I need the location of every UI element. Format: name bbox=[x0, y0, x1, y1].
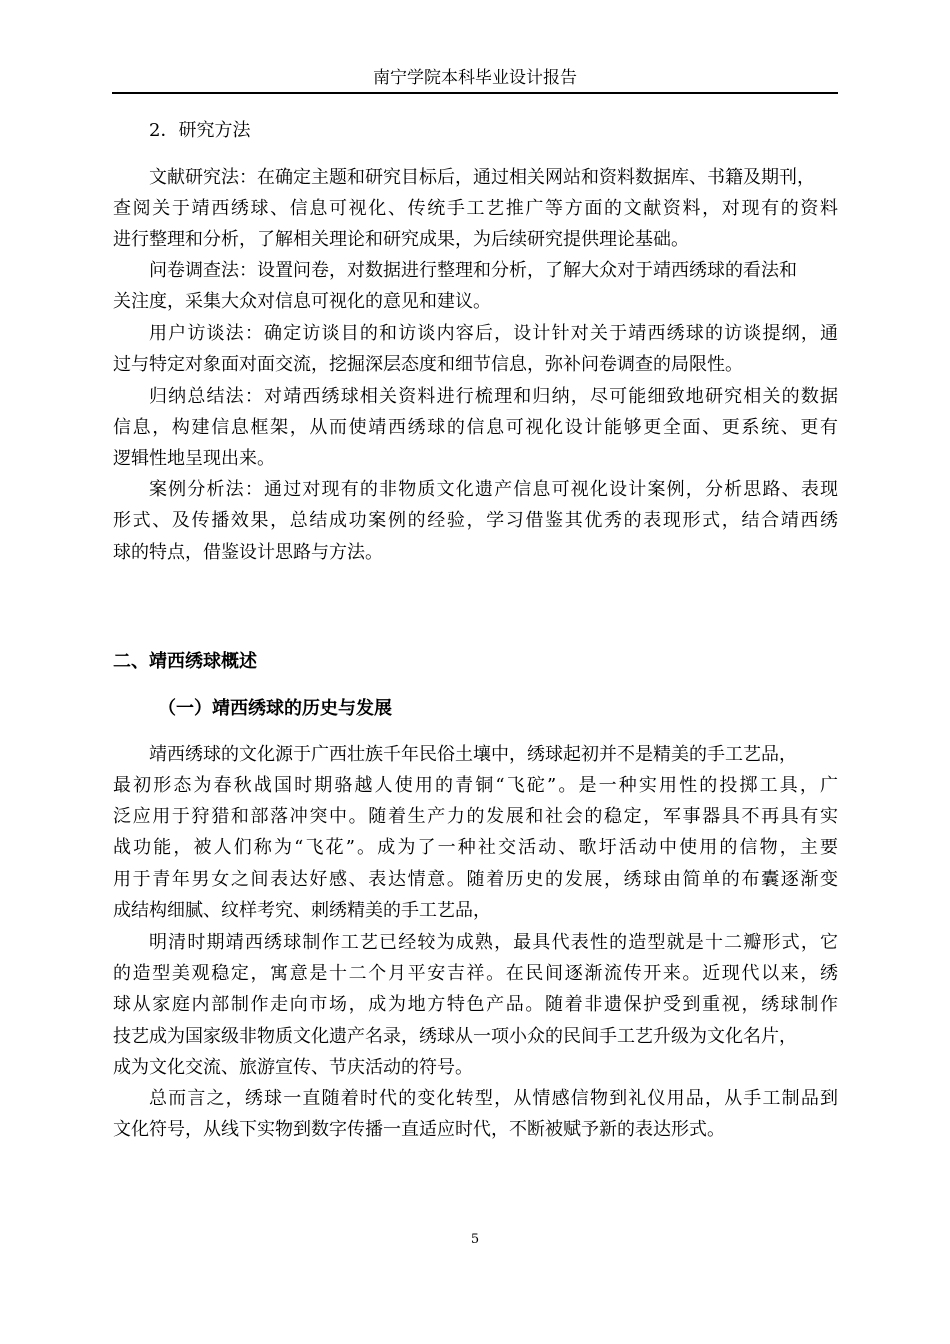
paragraph-line: 用于青年男女之间表达好感、表达情意。随着历史的发展，绣球由简单的布囊逐渐变 bbox=[113, 869, 838, 890]
paragraph-line: 信息，构建信息框架，从而使靖西绣球的信息可视化设计能够更全面、更系统、更有 bbox=[113, 417, 838, 438]
paragraph-line: 明清时期靖西绣球制作工艺已经较为成熟，最具代表性的造型就是十二瓣形式，它 bbox=[149, 932, 838, 953]
page-number: 5 bbox=[470, 1232, 480, 1247]
paragraph-line: 的造型美观稳定，寓意是十二个月平安吉祥。在民间逐渐流传开来。近现代以来，绣 bbox=[113, 963, 838, 984]
paragraph-line: 形式、及传播效果，总结成功案例的经验，学习借鉴其优秀的表现形式，结合靖西绣 bbox=[113, 510, 838, 531]
paragraph-line: 总而言之，绣球一直随着时代的变化转型，从情感信物到礼仪用品，从手工制品到 bbox=[149, 1088, 838, 1109]
paragraph-line: 文献研究法：在确定主题和研究目标后，通过相关网站和资料数据库、书籍及期刊， bbox=[149, 167, 815, 188]
subsection-heading: （一）靖西绣球的历史与发展 bbox=[158, 698, 392, 719]
paragraph-line: 最初形态为春秋战国时期骆越人使用的青铜“飞砣”。是一种实用性的投掷工具，广 bbox=[113, 775, 838, 796]
paragraph-line: 文化符号，从线下实物到数字传播一直适应时代，不断被赋予新的表达形式。 bbox=[113, 1119, 725, 1140]
paragraph-line: 技艺成为国家级非物质文化遗产名录，绣球从一项小众的民间手工艺升级为文化名片， bbox=[113, 1026, 797, 1047]
page-header-title: 南宁学院本科毕业设计报告 bbox=[373, 68, 577, 88]
paragraph-line: 球的特点，借鉴设计思路与方法。 bbox=[113, 542, 383, 563]
paragraph-line: 进行整理和分析，了解相关理论和研究成果，为后续研究提供理论基础。 bbox=[113, 229, 689, 250]
subheading-research-methods: 2．研究方法 bbox=[149, 120, 251, 141]
paragraph-line: 问卷调查法：设置问卷，对数据进行整理和分析，了解大众对于靖西绣球的看法和 bbox=[149, 260, 797, 281]
header-rule bbox=[112, 92, 838, 94]
paragraph-line: 归纳总结法：对靖西绣球相关资料进行梳理和归纳，尽可能细致地研究相关的数据 bbox=[149, 386, 838, 407]
paragraph-line: 关注度，采集大众对信息可视化的意见和建议。 bbox=[113, 291, 491, 312]
paragraph-line: 靖西绣球的文化源于广西壮族千年民俗土壤中，绣球起初并不是精美的手工艺品， bbox=[149, 744, 797, 765]
paragraph-line: 球从家庭内部制作走向市场，成为地方特色产品。随着非遗保护受到重视，绣球制作 bbox=[113, 994, 838, 1015]
paragraph-line: 成结构细腻、纹样考究、刺绣精美的手工艺品， bbox=[113, 900, 491, 921]
paragraph-line: 泛应用于狩猎和部落冲突中。随着生产力的发展和社会的稳定，军事器具不再具有实 bbox=[113, 806, 838, 827]
paragraph-line: 逻辑性地呈现出来。 bbox=[113, 448, 275, 469]
paragraph-line: 战功能，被人们称为“飞花”。成为了一种社交活动、歌圩活动中使用的信物，主要 bbox=[113, 837, 838, 858]
paragraph-line: 查阅关于靖西绣球、信息可视化、传统手工艺推广等方面的文献资料，对现有的资料 bbox=[113, 198, 838, 219]
paragraph-line: 过与特定对象面对面交流，挖掘深层态度和细节信息，弥补问卷调查的局限性。 bbox=[113, 354, 743, 375]
paragraph-line: 案例分析法：通过对现有的非物质文化遗产信息可视化设计案例，分析思路、表现 bbox=[149, 479, 838, 500]
paragraph-line: 用户访谈法：确定访谈目的和访谈内容后，设计针对关于靖西绣球的访谈提纲，通 bbox=[149, 323, 838, 344]
section-heading: 二、靖西绣球概述 bbox=[113, 651, 257, 672]
paragraph-line: 成为文化交流、旅游宣传、节庆活动的符号。 bbox=[113, 1057, 473, 1078]
